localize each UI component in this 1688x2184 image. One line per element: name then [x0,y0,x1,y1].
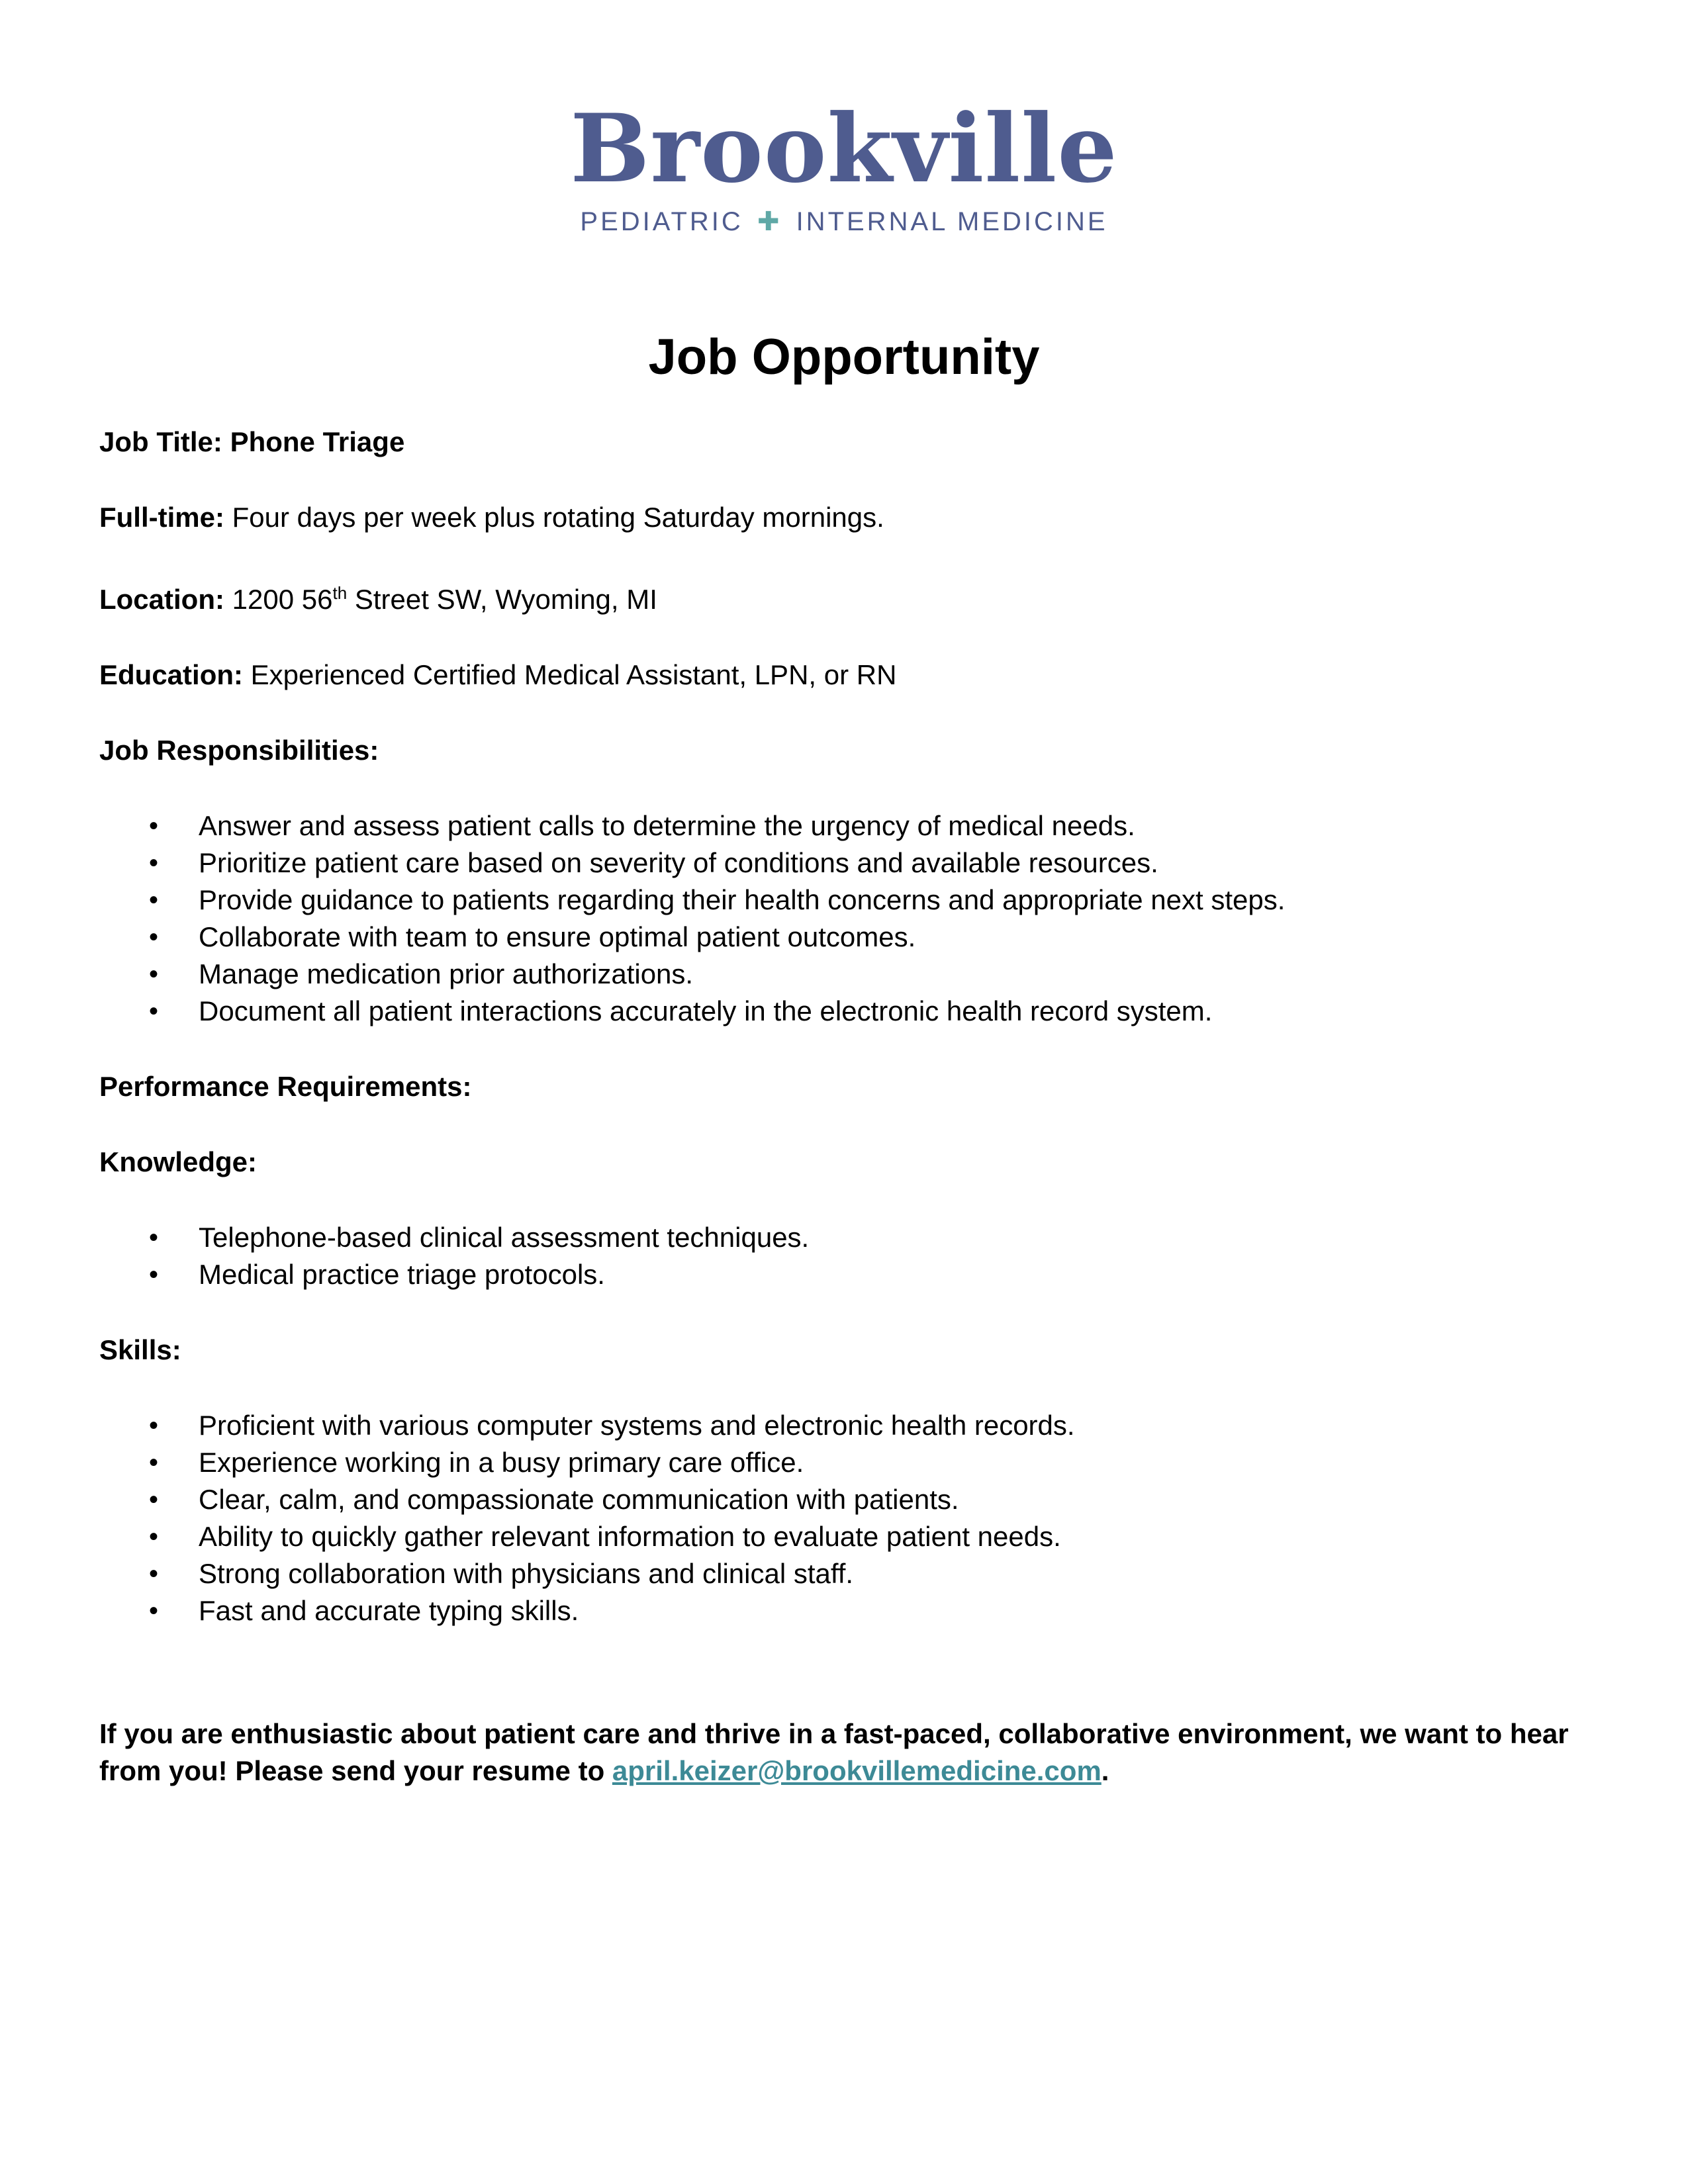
brookville-logo [0,94,1688,238]
logo-subtitle-right: INTERNAL MEDICINE [796,207,1108,236]
list-item: • Telephone-based clinical assessment techniques. [99,1219,1622,1256]
job-title: Job Title: Phone Triage [99,426,405,457]
list-item: • Proficient with various computer systems and electronic health records. [99,1407,1622,1444]
list-item: • Strong collaboration with physicians and clinical staff. [99,1555,1622,1592]
job-posting-body [99,424,1622,1817]
list-item: • Experience working in a busy primary care office. [99,1444,1622,1481]
location-street-rest: Street SW, Wyoming, MI [347,584,657,615]
location-ordinal-suffix: th [332,583,348,603]
location-field [99,574,1622,618]
responsibilities-list [99,807,1622,1030]
list-item: • Collaborate with team to ensure optimal patient outcomes. [99,919,1622,956]
skills-heading: Skills: [99,1334,181,1365]
location-value [232,584,657,615]
list-item: • Answer and assess patient calls to determine the urgency of medical needs. [99,807,1622,844]
list-item: • Fast and accurate typing skills. [99,1592,1622,1629]
education-label: Education: [99,659,243,690]
list-item: • Ability to quickly gather relevant information to evaluate patient needs. [99,1518,1622,1555]
email-link[interactable]: april.keizer@brookvillemedicine.com [612,1755,1102,1786]
responsibilities-heading: Job Responsibilities: [99,735,379,766]
full-time-label: Full-time: [99,502,224,533]
location-street-number: 1200 56 [232,584,333,615]
list-item: • Clear, calm, and compassionate communication with patients. [99,1481,1622,1518]
location-label: Location: [99,584,224,615]
list-item: • Document all patient interactions accurately in the electronic health record system. [99,993,1622,1030]
closing-paragraph [99,1715,1622,1790]
list-item: • Prioritize patient care based on severity of conditions and available resources. [99,844,1622,882]
education-field [99,657,1622,694]
logo-subtitle [0,205,1688,238]
knowledge-list [99,1219,1622,1293]
logo-subtitle-left: PEDIATRIC [580,207,743,236]
knowledge-heading: Knowledge: [99,1146,257,1177]
list-item: • Provide guidance to patients regarding their health concerns and appropriate next steps. [99,882,1622,919]
medical-cross-icon: ✚ [757,207,782,236]
page-title: Job Opportunity [648,329,1040,385]
list-item: • Manage medication prior authorizations. [99,956,1622,993]
skills-list [99,1407,1622,1629]
list-item: • Medical practice triage protocols. [99,1256,1622,1293]
performance-heading: Performance Requirements: [99,1071,472,1102]
full-time-field [99,499,1622,536]
education-value: Experienced Certified Medical Assistant, LPN, or RN [250,659,897,690]
closing-period: . [1101,1755,1109,1786]
logo-wordmark: Brookville [570,94,1118,204]
full-time-value: Four days per week plus rotating Saturday mornings. [232,502,884,533]
closing-text: If you are enthusiastic about patient care and thrive in a fast-paced, collaborative environment, we want to hear from you! Please send your resume to [99,1718,1569,1786]
